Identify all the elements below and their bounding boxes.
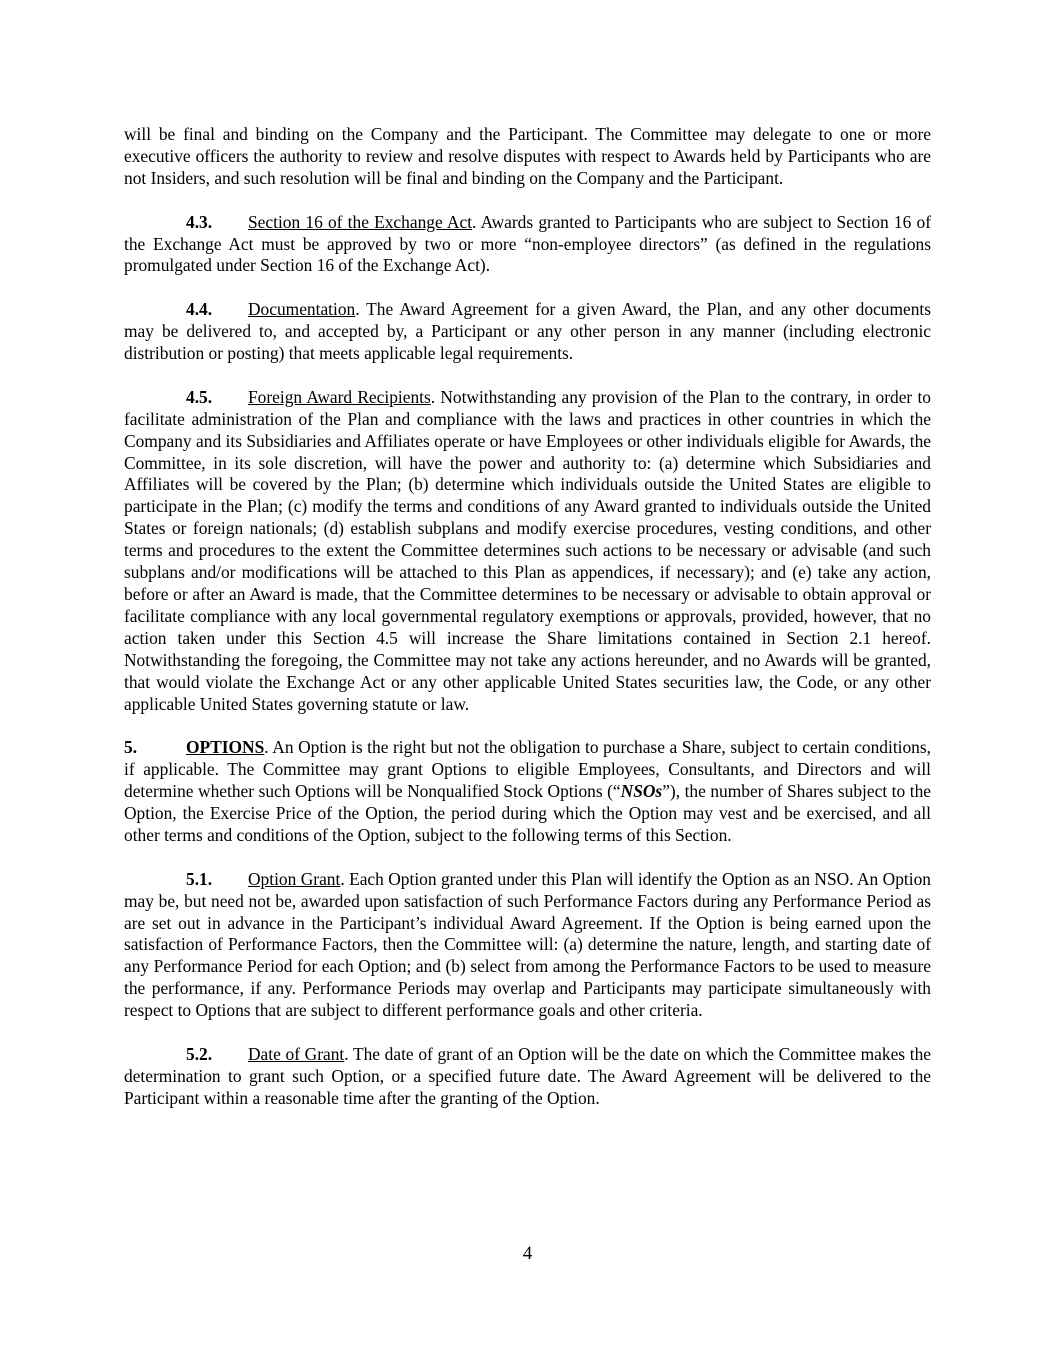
paragraph-continuation [124,124,931,190]
section-number: 4.4. [186,299,213,320]
section-heading: Section 16 of the Exchange Act [248,211,473,232]
section-5-1 [124,869,931,1022]
section-heading: Documentation [248,299,356,320]
section-body: . Awards granted to Participants who are subject to Section 16 of the Exchange Act must be approved by two or more “non-employee directors” (as defined in the regulations promulgated under Section 16 of the Exchange Act). [124,211,931,276]
section-number: 4.3. [186,211,213,232]
section-body: . Notwithstanding any provision of the Plan to the contrary, in order to facilitate administration of the Plan and compliance with the laws and practices in other countries in which the Company and its Subsidiaries and Affiliates operate or have Employees or other individuals eligible for Awards, the Committee, in its sole discretion, will have the power and authority to: (a) determine which Subsidiaries and Affiliates will be covered by the Plan; (b) determine which individuals outside the United States are eligible to participate in the Plan; (c) modify the terms and conditions of any Award granted to individuals outside the United States or foreign nationals; (d) establish subplans and modify exercise procedures, vesting conditions, and other terms and procedures to the extent the Committee determines such actions to be necessary or advisable (and such subplans and/or modifications will be attached to this Plan as appendices, if necessary); and (e) take any action, before or after an Award is made, that the Committee determines to be necessary or advisable to obtain approval or facilitate compliance with any local governmental regulatory exemptions or approvals, provided, however, that no action taken under this Section 4.5 will increase the Share limitations contained in Section 2.1 hereof. Notwithstanding the foregoing, the Committee may not take any actions hereunder, and no Awards will be granted, that would violate the Exchange Act or any other applicable United States securities law, the Code, or any other applicable United States governing statute or law. [124,386,931,714]
section-body: . Each Option granted under this Plan will identify the Option as an NSO. An Option may be, but need not be, awarded upon satisfaction of such Performance Factors during any Performance Period as are set out in advance in the Participant’s individual Award Agreement. If the Option is being earned upon the satisfaction of Performance Factors, then the Committee will: (a) determine the nature, length, and starting date of any Performance Period for each Option; and (b) select from among the Performance Factors to be used to measure the performance, if any. Performance Periods may overlap and Participants may participate simultaneously with respect to Options that are subject to different performance goals and other criteria. [124,868,931,1021]
section-body: . The date of grant of an Option will be the date on which the Committee makes the determination to grant such Option, or a specified future date. The Award Agreement will be delivered to the Participant within a reasonable time after the granting of the Option. [124,1043,931,1108]
section-number: 4.5. [186,386,213,407]
section-4-5 [124,387,931,716]
section-4-4 [124,299,931,365]
section-heading: OPTIONS [186,737,265,758]
section-heading: Option Grant [248,868,341,889]
section-5-2 [124,1044,931,1110]
section-number: 5.2. [186,1043,213,1064]
document-page [124,124,931,1132]
section-body-continued: ”), the number of Shares subject to the Option, the Exercise Price of the Option, the period during which the Option may vest and be exercised, and all other terms and conditions of the Option, subject to the following terms of this Section. [124,781,931,845]
defined-term: NSOs [620,781,663,802]
section-number: 5. [124,737,138,758]
section-heading: Foreign Award Recipients [248,386,431,407]
page-number: 4 [522,1243,533,1264]
section-5 [124,737,931,847]
continuation-text: will be final and binding on the Company and the Participant. The Committee may delegate to one or more executive officers the authority to review and resolve disputes with respect to Awards held by Participants who are not Insiders, and such resolution will be final and binding on the Company and the Participant. [124,124,931,188]
section-body: . The Award Agreement for a given Award, the Plan, and any other documents may be delivered to, and accepted by, a Participant or any other person in any manner (including electronic distribution or posting) that meets applicable legal requirements. [124,299,931,364]
section-body: . An Option is the right but not the obligation to purchase a Share, subject to certain conditions, if applicable. The Committee may grant Options to eligible Employees, Consultants, and Directors and will determine whether such Options will be Nonqualified Stock Options (“ [124,737,931,802]
section-heading: Date of Grant [248,1043,345,1064]
section-4-3 [124,212,931,278]
section-number: 5.1. [186,868,213,889]
